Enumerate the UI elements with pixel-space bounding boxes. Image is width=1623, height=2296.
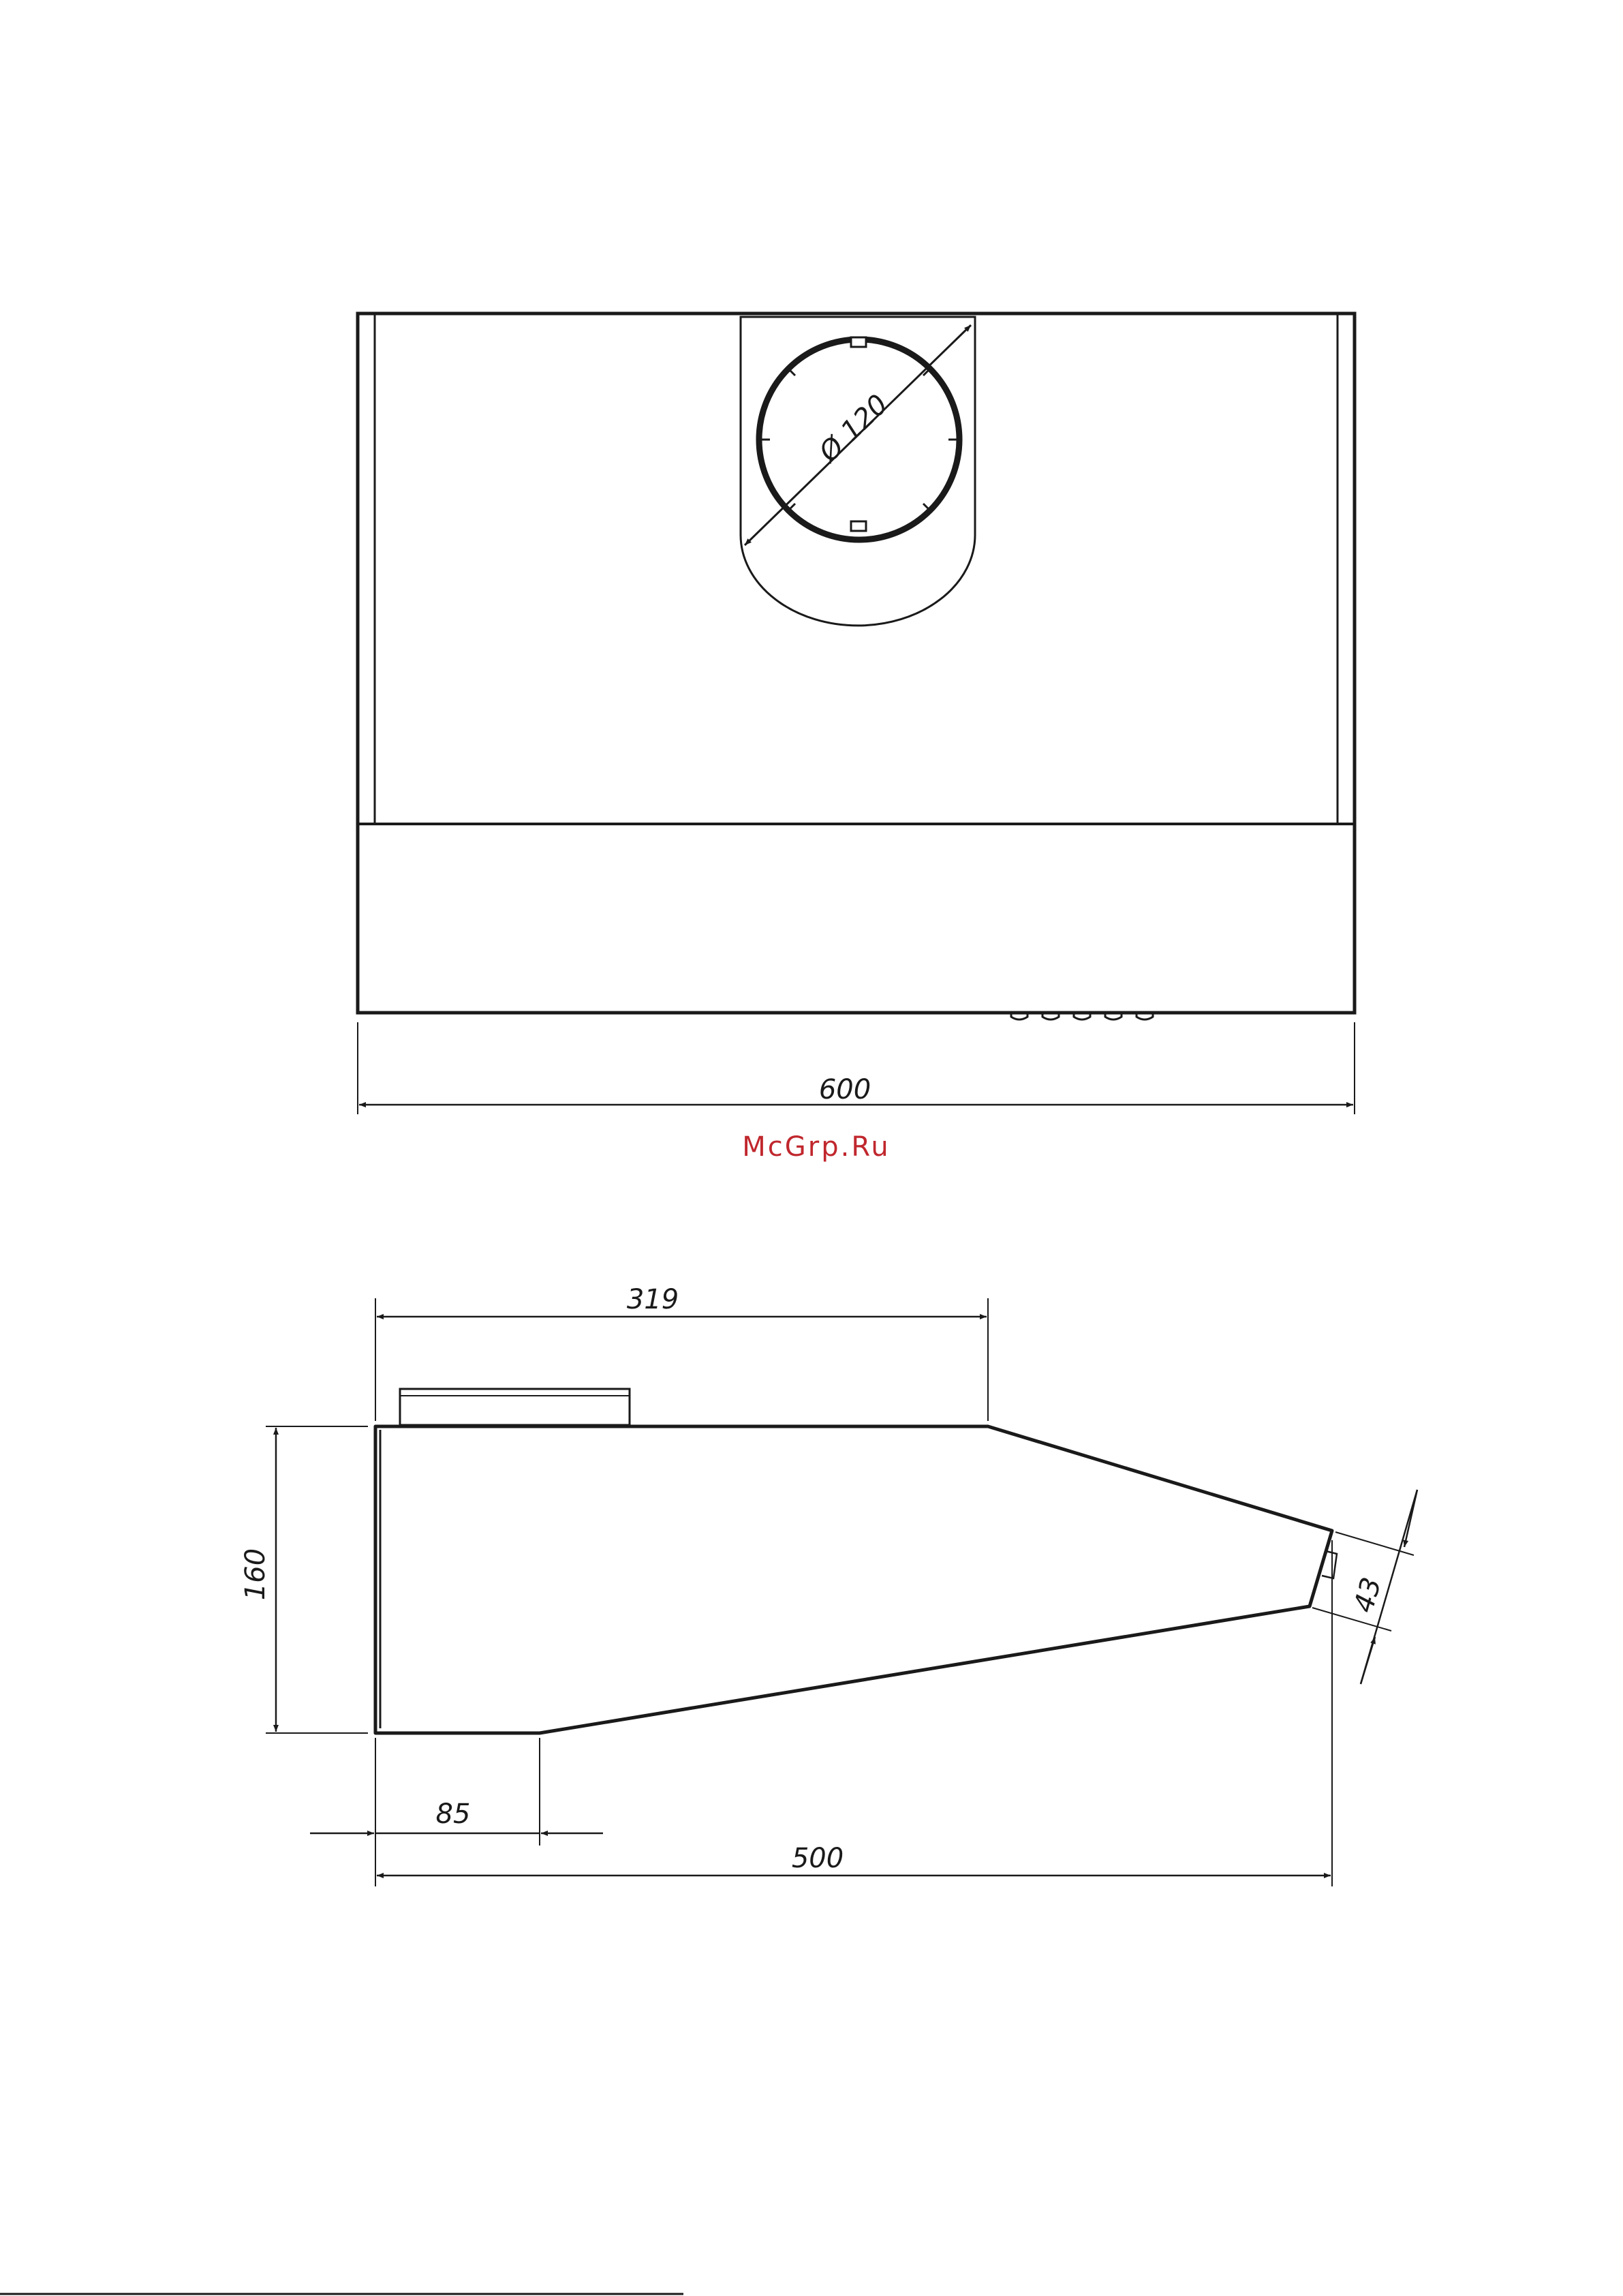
front-edge-arrow-top xyxy=(1404,1490,1417,1547)
outlet-tick-ll xyxy=(790,504,795,509)
front-edge-arrow-bottom xyxy=(1361,1637,1375,1684)
outlet-mounting-plate xyxy=(741,317,975,626)
bottom-offset-label: 85 xyxy=(435,1798,471,1830)
front-edge-label: 43 xyxy=(1348,1574,1388,1617)
outlet-diameter-label: Ø 120 xyxy=(813,388,895,469)
height-label: 160 xyxy=(240,1548,271,1601)
outlet-clip-bottom xyxy=(851,521,866,531)
watermark-text: McGrp.Ru xyxy=(742,1131,891,1163)
hood-side-profile xyxy=(375,1426,1332,1733)
outlet-collar xyxy=(400,1389,630,1425)
outlet-tick-lr xyxy=(923,504,929,509)
outlet-clip-top xyxy=(851,337,866,347)
outlet-tick-ul xyxy=(790,370,795,376)
depth-label: 500 xyxy=(791,1843,844,1874)
top-length-label: 319 xyxy=(626,1284,679,1315)
width-label: 600 xyxy=(818,1074,871,1105)
